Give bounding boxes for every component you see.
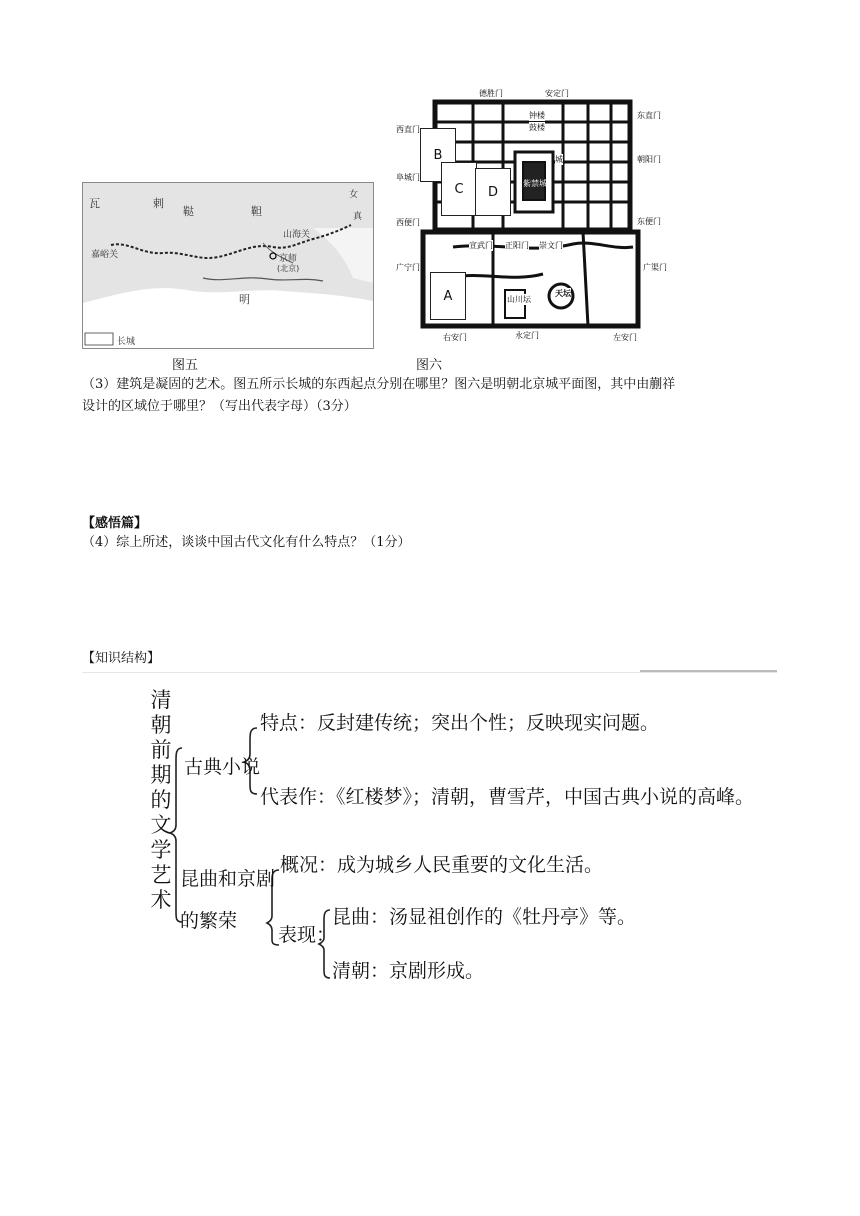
- map-label-shanhaiguan: 山海关: [283, 230, 311, 240]
- map-label-da: 靼: [251, 205, 262, 218]
- figure6-city-plan: [393, 82, 668, 344]
- gate-fuchengmen: 阜城门: [396, 173, 420, 182]
- branch-classic-novel: 古典小说: [184, 756, 261, 778]
- map-label-ming: 明: [239, 293, 250, 306]
- opera-kunqu: 昆曲：汤显祖创作的《牡丹亭》等。: [332, 906, 637, 928]
- root-char: 的: [150, 788, 172, 812]
- figure5-caption: 图五: [172, 358, 199, 373]
- label-tiantan: 天坛: [555, 289, 571, 298]
- gate-andingmen: 安定门: [545, 89, 569, 98]
- gate-chongwenmen: 崇文门: [539, 241, 563, 250]
- root-char: 期: [150, 763, 172, 787]
- region-label-c: C: [454, 181, 464, 197]
- root-char: 清: [150, 688, 172, 712]
- gate-zuoanmen: 左安门: [613, 333, 637, 342]
- opera-overview: 概况：成为城乡人民重要的文化生活。: [280, 854, 604, 876]
- map-label-beijing: (北京): [277, 264, 300, 273]
- branch-kunqu-jingju-line1: 昆曲和京剧: [180, 868, 276, 890]
- classic-novel-features: 特点：反封建传统；突出个性；反映现实问题。: [260, 712, 660, 734]
- gate-youanmen: 右安门: [443, 333, 467, 342]
- root-char: 文: [150, 813, 172, 837]
- divider-accent: [640, 670, 777, 672]
- divider-line: [82, 672, 777, 673]
- label-gulou: 鼓楼: [529, 123, 545, 132]
- root-char: 艺: [150, 863, 172, 887]
- map-legend-label: 长城: [117, 337, 136, 347]
- map-label-zhen: 真: [353, 212, 363, 222]
- map-label-nv: 女: [349, 190, 359, 200]
- gate-dongbianmen: 东便门: [637, 217, 661, 226]
- classic-novel-representative: 代表作：《红楼梦》；清朝，曹雪芹，中国古典小说的高峰。: [260, 786, 755, 808]
- opera-jingju: 清朝：京剧形成。: [332, 960, 485, 982]
- root-char: 前: [150, 738, 172, 762]
- gate-guangqumen: 广渠门: [643, 263, 667, 272]
- gate-xibianmen: 西便门: [396, 218, 420, 227]
- root-char: 术: [150, 888, 172, 912]
- gate-zhengyangmen: 正阳门: [505, 241, 529, 250]
- region-label-d: D: [487, 184, 498, 200]
- figure5-map: [82, 182, 374, 349]
- section-heading-ganwu: 【感悟篇】: [82, 516, 148, 531]
- map-label-jie: 鞑: [183, 205, 194, 218]
- question4: （4）综上所述，谈谈中国古代文化有什么特点？（1分）: [82, 535, 411, 550]
- question3-line2: 设计的区域位于哪里？（写出代表字母）（3分）: [82, 399, 357, 414]
- gate-dongzhimen: 东直门: [637, 111, 661, 120]
- label-huangcheng: 城: [555, 155, 563, 164]
- knowledge-structure-diagram: [140, 680, 755, 982]
- gate-deshengmen: 德胜门: [479, 89, 503, 98]
- root-char: 朝: [150, 713, 172, 737]
- question3-line1: （3）建筑是凝固的艺术。图五所示长城的东西起点分别在哪里？图六是明朝北京城平面图，其中由蒯祥: [82, 377, 676, 392]
- map-label-jingshi: 京师: [279, 254, 298, 264]
- map-label-la: 剌: [153, 197, 164, 210]
- region-box-a: [430, 272, 466, 320]
- great-wall-map-graphic: [83, 183, 373, 348]
- opera-performance-label: 表现：: [278, 924, 336, 946]
- label-zhonglou: 钟楼: [529, 111, 545, 120]
- map-label-jiayuguan: 嘉峪关: [91, 250, 119, 260]
- region-label-a: A: [443, 288, 453, 304]
- root-char: 学: [150, 838, 172, 862]
- gate-guangningmen: 广宁门: [396, 263, 420, 272]
- region-box-d: [475, 168, 511, 216]
- gate-chaoyangmen: 朝阳门: [637, 155, 661, 164]
- gate-xuanwumen: 宣武门: [469, 241, 493, 250]
- question3: [82, 374, 782, 418]
- gate-yongdingmen: 永定门: [515, 331, 539, 340]
- figure6-caption: 图六: [416, 358, 443, 373]
- map-label-wa: 瓦: [89, 197, 100, 210]
- section-heading-zhishi: 【知识结构】: [82, 651, 161, 666]
- label-zijincheng: 紫禁城: [523, 179, 547, 188]
- label-shanchuantan: 山川坛: [507, 295, 531, 304]
- region-box-c: [441, 162, 477, 216]
- region-label-b: B: [433, 147, 443, 163]
- gate-xizhimen: 西直门: [396, 125, 420, 134]
- branch-kunqu-jingju-line2: 的繁荣: [180, 910, 238, 932]
